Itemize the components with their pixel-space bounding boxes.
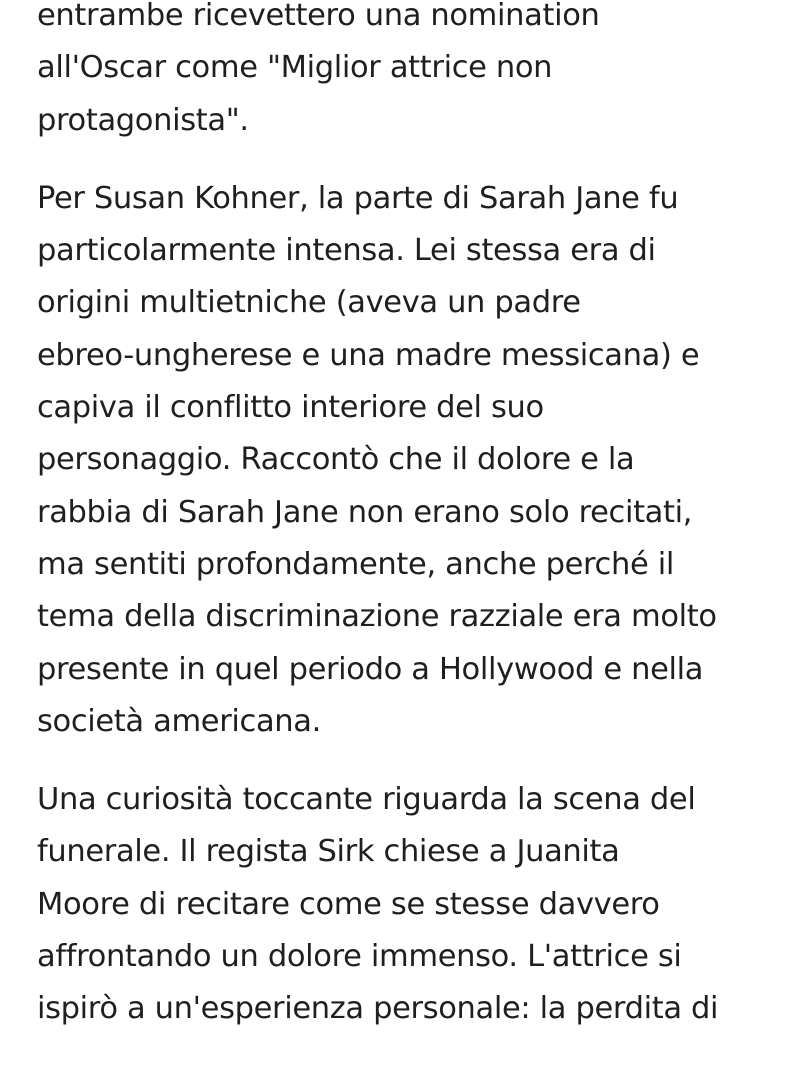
paragraph-susan-kohner: [37, 173, 777, 748]
text-line: ispirò a un'esperienza personale: la perdita di: [37, 991, 719, 1027]
text-line: ma sentiti profondamente, anche perché il: [37, 546, 674, 582]
text-line: personaggio. Raccontò che il dolore e la: [37, 442, 635, 478]
article-body: [37, 0, 777, 1062]
text-line: ebreo-ungherese e una madre messicana) e: [37, 337, 700, 373]
text-line: origini multietniche (aveva un padre: [37, 285, 581, 321]
text-line: rabbia di Sarah Jane non erano solo recitati,: [37, 494, 693, 530]
text-line: capiva il conflitto interiore del suo: [37, 390, 544, 426]
text-line: Moore di recitare come se stesse davvero: [37, 886, 660, 922]
text-line: Per Susan Kohner, la parte di Sarah Jane fu: [37, 180, 679, 216]
text-line: affrontando un dolore immenso. L'attrice si: [37, 939, 682, 975]
text-line: all'Oscar come "Miglior attrice non: [37, 50, 553, 86]
text-line: funerale. Il regista Sirk chiese a Juanita: [37, 834, 620, 870]
text-line: Una curiosità toccante riguarda la scena del: [37, 782, 696, 818]
text-line: società americana.: [37, 703, 321, 739]
text-line: presente in quel periodo a Hollywood e nella: [37, 651, 704, 687]
text-line: entrambe ricevettero una nomination: [37, 0, 600, 33]
text-line: protagonista".: [37, 102, 249, 138]
paragraph-oscar-nomination: [37, 0, 777, 147]
text-line: particolarmente intensa. Lei stessa era di: [37, 233, 656, 269]
paragraph-funeral-scene: [37, 774, 777, 1035]
text-line: tema della discriminazione razziale era molto: [37, 599, 717, 635]
